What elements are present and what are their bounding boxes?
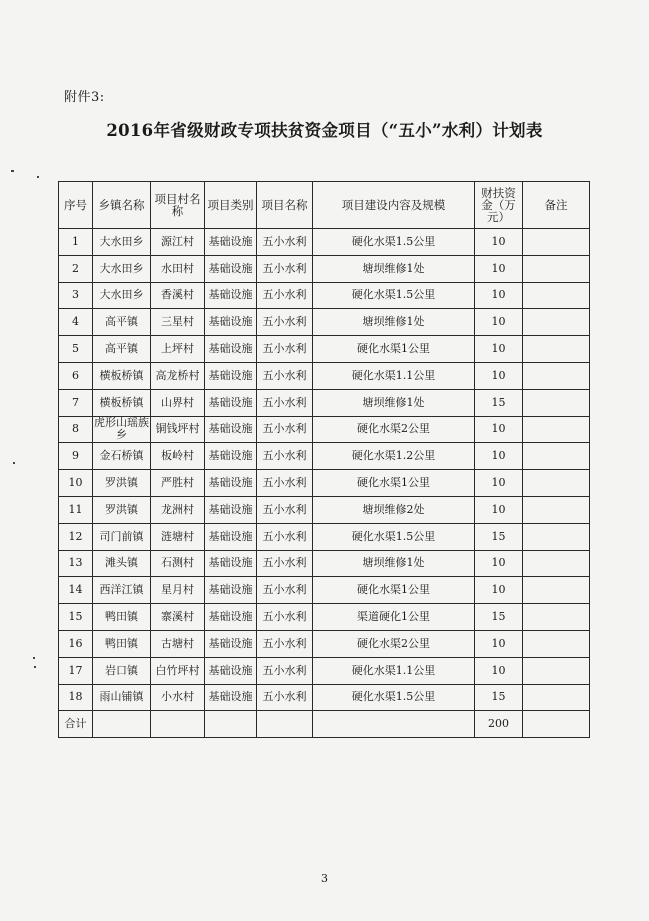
- cell-category: 基础设施: [205, 443, 257, 470]
- cell-village: 寨溪村: [151, 604, 205, 631]
- cell-town: 岩口镇: [93, 657, 151, 684]
- cell-category: 基础设施: [205, 657, 257, 684]
- table-row: [59, 684, 590, 711]
- cell-project: 五小水利: [257, 389, 313, 416]
- cell-content: 塘坝维修1处: [313, 309, 475, 336]
- page-number: 3: [321, 872, 328, 885]
- scan-mark: [33, 657, 35, 659]
- cell-category: 基础设施: [205, 630, 257, 657]
- cell-project: 五小水利: [257, 229, 313, 256]
- cell-fund: 10: [475, 282, 523, 309]
- cell-content: 硬化水渠1.1公里: [313, 362, 475, 389]
- cell-town: 罗洪镇: [93, 496, 151, 523]
- cell-seq: 16: [59, 630, 93, 657]
- cell-village: 铜钱坪村: [151, 416, 205, 443]
- cell-fund: 10: [475, 229, 523, 256]
- table-body: [59, 229, 590, 711]
- cell-content: 硬化水渠1.5公里: [313, 229, 475, 256]
- table-row: [59, 389, 590, 416]
- cell-project: 五小水利: [257, 255, 313, 282]
- cell-content: 塘坝维修1处: [313, 255, 475, 282]
- cell-project: 五小水利: [257, 443, 313, 470]
- cell-category: 基础设施: [205, 684, 257, 711]
- cell-content: 硬化水渠1.5公里: [313, 523, 475, 550]
- table-row: [59, 255, 590, 282]
- cell-fund: 15: [475, 604, 523, 631]
- cell-town: 大水田乡: [93, 255, 151, 282]
- header-category: 项目类别: [205, 182, 257, 229]
- cell-category: 基础设施: [205, 416, 257, 443]
- cell-village: 严胜村: [151, 470, 205, 497]
- cell-category: 基础设施: [205, 229, 257, 256]
- document-title: 2016年省级财政专项扶贫资金项目（“五小”水利）计划表: [106, 121, 543, 140]
- cell-remark: [523, 523, 590, 550]
- cell-town: 高平镇: [93, 309, 151, 336]
- cell-project: 五小水利: [257, 309, 313, 336]
- table-row: [59, 604, 590, 631]
- cell-town: 西洋江镇: [93, 577, 151, 604]
- header-project: 项目名称: [257, 182, 313, 229]
- cell-seq: 7: [59, 389, 93, 416]
- cell-town: 司门前镇: [93, 523, 151, 550]
- cell-fund: 15: [475, 389, 523, 416]
- header-content: 项目建设内容及规模: [313, 182, 475, 229]
- cell-remark: [523, 630, 590, 657]
- cell-remark: [523, 470, 590, 497]
- cell-seq: 8: [59, 416, 93, 443]
- cell-village: 上坪村: [151, 336, 205, 363]
- cell-project: 五小水利: [257, 684, 313, 711]
- cell-project: 五小水利: [257, 496, 313, 523]
- cell-town: 金石桥镇: [93, 443, 151, 470]
- cell-town: 横板桥镇: [93, 389, 151, 416]
- table-cell: [93, 711, 151, 738]
- cell-category: 基础设施: [205, 309, 257, 336]
- cell-town: 虎形山瑶族乡: [94, 416, 149, 442]
- cell-remark: [523, 577, 590, 604]
- table-cell: [523, 711, 590, 738]
- cell-town: 大水田乡: [93, 282, 151, 309]
- cell-category: 基础设施: [205, 470, 257, 497]
- table-row: [59, 550, 590, 577]
- cell-fund: 10: [475, 577, 523, 604]
- cell-content: 渠道硬化1公里: [313, 604, 475, 631]
- cell-content: 硬化水渠2公里: [313, 416, 475, 443]
- cell-fund: 10: [475, 657, 523, 684]
- cell-town: 雨山铺镇: [93, 684, 151, 711]
- cell-fund: 10: [475, 630, 523, 657]
- cell-content: 塘坝维修2处: [313, 496, 475, 523]
- table-row: [59, 523, 590, 550]
- scan-mark: [34, 666, 36, 668]
- table-row: [59, 443, 590, 470]
- cell-remark: [523, 336, 590, 363]
- cell-project: 五小水利: [257, 577, 313, 604]
- cell-project: 五小水利: [257, 630, 313, 657]
- cell-content: 塘坝维修1处: [313, 389, 475, 416]
- cell-fund: 15: [475, 523, 523, 550]
- cell-content: 硬化水渠1.2公里: [313, 443, 475, 470]
- cell-fund: 10: [475, 336, 523, 363]
- table-cell: [205, 711, 257, 738]
- cell-category: 基础设施: [205, 496, 257, 523]
- cell-fund: 10: [475, 362, 523, 389]
- table-header-row: [59, 182, 590, 229]
- cell-project: 五小水利: [257, 657, 313, 684]
- cell-remark: [523, 684, 590, 711]
- cell-project: 五小水利: [257, 604, 313, 631]
- table-row: [59, 282, 590, 309]
- scan-mark: [37, 176, 39, 178]
- cell-seq: 10: [59, 470, 93, 497]
- cell-village: 水田村: [151, 255, 205, 282]
- plan-table: [58, 181, 590, 738]
- table-cell: [257, 711, 313, 738]
- table-row: [59, 496, 590, 523]
- cell-remark: [523, 657, 590, 684]
- cell-remark: [523, 362, 590, 389]
- cell-fund: 10: [475, 443, 523, 470]
- cell-category: 基础设施: [205, 389, 257, 416]
- cell-project: 五小水利: [257, 362, 313, 389]
- cell-seq: 6: [59, 362, 93, 389]
- cell-seq: 13: [59, 550, 93, 577]
- cell-town: 大水田乡: [93, 229, 151, 256]
- cell-seq: 18: [59, 684, 93, 711]
- cell-village: 板岭村: [151, 443, 205, 470]
- cell-remark: [523, 229, 590, 256]
- cell-village: 三星村: [151, 309, 205, 336]
- table-row: [59, 630, 590, 657]
- cell-project: 五小水利: [257, 470, 313, 497]
- cell-fund: 10: [475, 416, 523, 443]
- cell-remark: [523, 309, 590, 336]
- cell-fund: 10: [475, 309, 523, 336]
- cell-seq: 11: [59, 496, 93, 523]
- cell-category: 基础设施: [205, 255, 257, 282]
- total-fund: 200: [475, 711, 523, 738]
- cell-content: 硬化水渠1公里: [313, 336, 475, 363]
- total-row: [59, 711, 590, 738]
- cell-project: 五小水利: [257, 282, 313, 309]
- cell-seq: 3: [59, 282, 93, 309]
- cell-remark: [523, 282, 590, 309]
- table-cell: [313, 711, 475, 738]
- cell-category: 基础设施: [205, 550, 257, 577]
- cell-project: 五小水利: [257, 416, 313, 443]
- cell-seq: 14: [59, 577, 93, 604]
- cell-village: 涟塘村: [151, 523, 205, 550]
- cell-village: 高龙桥村: [151, 362, 205, 389]
- cell-town: 横板桥镇: [93, 362, 151, 389]
- cell-village: 白竹坪村: [151, 657, 205, 684]
- table-row: [59, 309, 590, 336]
- table-row: [59, 362, 590, 389]
- cell-remark: [523, 604, 590, 631]
- cell-village: 石测村: [151, 550, 205, 577]
- scan-mark: [11, 170, 14, 172]
- cell-fund: 10: [475, 550, 523, 577]
- header-remark: 备注: [523, 182, 590, 229]
- cell-fund: 10: [475, 470, 523, 497]
- cell-seq: 15: [59, 604, 93, 631]
- scan-mark: [13, 462, 15, 464]
- cell-village: 香溪村: [151, 282, 205, 309]
- cell-category: 基础设施: [205, 282, 257, 309]
- table-row: [59, 470, 590, 497]
- cell-project: 五小水利: [257, 336, 313, 363]
- cell-town: 罗洪镇: [93, 470, 151, 497]
- table-row: [59, 336, 590, 363]
- cell-seq: 12: [59, 523, 93, 550]
- cell-content: 塘坝维修1处: [313, 550, 475, 577]
- table-row: [59, 416, 590, 443]
- cell-project: 五小水利: [257, 550, 313, 577]
- cell-seq: 5: [59, 336, 93, 363]
- table-row: [59, 229, 590, 256]
- cell-remark: [523, 416, 590, 443]
- cell-content: 硬化水渠1.5公里: [313, 282, 475, 309]
- cell-remark: [523, 255, 590, 282]
- cell-content: 硬化水渠2公里: [313, 630, 475, 657]
- cell-content: 硬化水渠1公里: [313, 470, 475, 497]
- cell-category: 基础设施: [205, 604, 257, 631]
- cell-remark: [523, 389, 590, 416]
- header-town: 乡镇名称: [93, 182, 151, 229]
- cell-town: 滩头镇: [93, 550, 151, 577]
- cell-village: 龙洲村: [151, 496, 205, 523]
- cell-village: 山界村: [151, 389, 205, 416]
- table-row: [59, 577, 590, 604]
- cell-content: 硬化水渠1.1公里: [313, 657, 475, 684]
- cell-content: 硬化水渠1公里: [313, 577, 475, 604]
- header-fund: 财扶资金（万元）: [475, 182, 523, 229]
- header-village: 项目村名称: [151, 182, 205, 229]
- cell-village: 星月村: [151, 577, 205, 604]
- cell-remark: [523, 443, 590, 470]
- cell-remark: [523, 550, 590, 577]
- cell-town: 高平镇: [93, 336, 151, 363]
- cell-seq: 17: [59, 657, 93, 684]
- cell-fund: 10: [475, 255, 523, 282]
- cell-seq: 1: [59, 229, 93, 256]
- cell-seq: 4: [59, 309, 93, 336]
- cell-category: 基础设施: [205, 577, 257, 604]
- table-cell: [151, 711, 205, 738]
- cell-project: 五小水利: [257, 523, 313, 550]
- cell-fund: 10: [475, 496, 523, 523]
- table-row: [59, 657, 590, 684]
- cell-fund: 15: [475, 684, 523, 711]
- cell-seq: 2: [59, 255, 93, 282]
- cell-village: 小水村: [151, 684, 205, 711]
- attachment-label: 附件3:: [64, 90, 105, 105]
- cell-remark: [523, 496, 590, 523]
- cell-category: 基础设施: [205, 336, 257, 363]
- cell-village: 古塘村: [151, 630, 205, 657]
- cell-village: 源江村: [151, 229, 205, 256]
- cell-content: 硬化水渠1.5公里: [313, 684, 475, 711]
- cell-town: 鸭田镇: [93, 604, 151, 631]
- header-seq: 序号: [59, 182, 93, 229]
- total-label: 合计: [59, 711, 93, 738]
- cell-category: 基础设施: [205, 523, 257, 550]
- cell-category: 基础设施: [205, 362, 257, 389]
- cell-town: 鸭田镇: [93, 630, 151, 657]
- cell-seq: 9: [59, 443, 93, 470]
